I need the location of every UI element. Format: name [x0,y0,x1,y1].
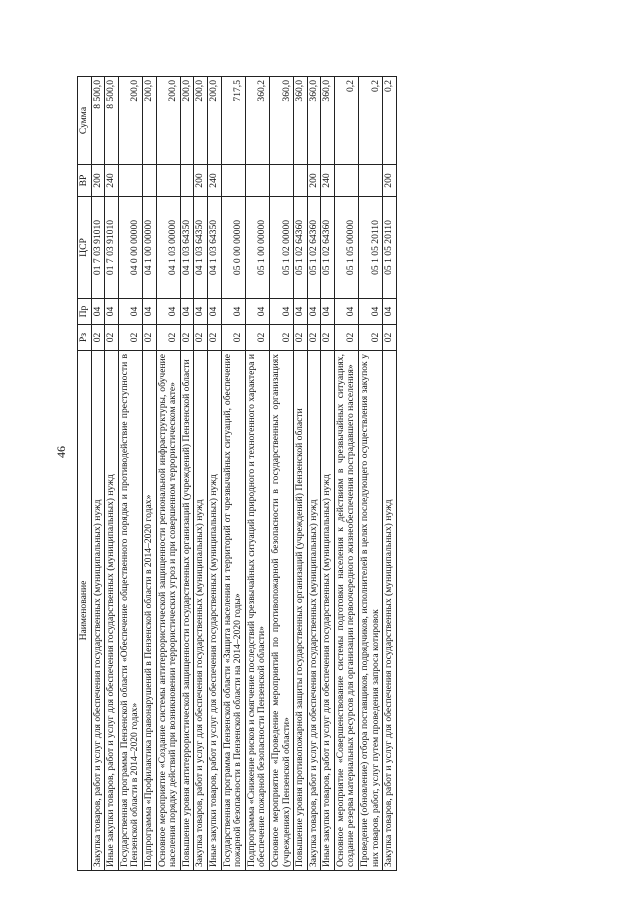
row-name: Государственная программа Пензенской области «Защита населения и территорий от чрезвычайных ситуаций, обеспечение пожарной безопасности в Пензенской области на 2014–2020 годы» [221,351,245,871]
row-name: Проведение (обновление) отбора поставщиков, подрядчиков, исполнителей в целях последующего осуществления закупок у них товаров, работ, услуг путем проведения запроса котировок [359,351,383,871]
row-csr: 05 1 02 64360 [321,197,335,299]
row-vr [142,165,156,197]
row-sum: 200,0 [207,77,221,165]
row-sum: 360,0 [307,77,321,165]
rotated-page [77,77,587,871]
row-vr: 240 [321,165,335,197]
row-sum: 360,2 [245,77,269,165]
row-pr: 04 [156,299,180,325]
row-name: Основное мероприятие «Проведение мероприятий по противопожарной безопасности в государственных организациях (учреждениях) Пензенской области» [269,351,293,871]
row-rz: 02 [359,325,383,351]
row-sum: 717,5 [221,77,245,165]
row-sum: 0,2 [334,77,358,165]
row-sum: 200,0 [180,77,194,165]
row-pr: 04 [334,299,358,325]
table-row [207,77,221,871]
row-sum: 8 500,0 [91,77,105,165]
row-vr [118,165,142,197]
row-csr: 04 1 03 64350 [180,197,194,299]
row-rz: 02 [307,325,321,351]
row-vr [294,165,308,197]
row-pr: 04 [245,299,269,325]
row-name: Иные закупки товаров, работ и услуг для обеспечения государственных (муниципальных) нужд [105,351,119,871]
row-vr: 200 [383,165,397,197]
table-row [294,77,308,871]
row-sum: 0,2 [359,77,383,165]
row-vr [269,165,293,197]
table-row [142,77,156,871]
row-sum: 200,0 [118,77,142,165]
row-pr: 04 [269,299,293,325]
row-vr: 200 [194,165,208,197]
header-rz: Рз [78,325,92,351]
row-rz: 02 [91,325,105,351]
row-csr: 04 1 03 64350 [194,197,208,299]
row-vr: 200 [307,165,321,197]
row-csr: 04 0 00 00000 [118,197,142,299]
row-sum: 360,0 [294,77,308,165]
table-row [334,77,358,871]
row-name: Закупка товаров, работ и услуг для обеспечения государственных (муниципальных) нужд [307,351,321,871]
row-vr [359,165,383,197]
header-sum: Сумма [78,77,92,165]
table-row [245,77,269,871]
row-vr [221,165,245,197]
row-name: Закупка товаров, работ и услуг для обеспечения государственных (муниципальных) нужд [383,351,397,871]
row-sum: 200,0 [142,77,156,165]
table-row [359,77,383,871]
row-rz: 02 [383,325,397,351]
row-sum: 0,2 [383,77,397,165]
row-csr: 05 0 00 00000 [221,197,245,299]
header-name: Наименование [78,351,92,871]
row-rz: 02 [207,325,221,351]
table-row [180,77,194,871]
row-name: Государственная программа Пензенской области «Обеспечение общественного порядка и противодействие преступности в Пензенской области в 2014–2020 годах» [118,351,142,871]
row-csr: 05 1 00 00000 [245,197,269,299]
row-vr [245,165,269,197]
row-pr: 04 [207,299,221,325]
row-sum: 360,0 [269,77,293,165]
table-row [221,77,245,871]
row-vr: 240 [207,165,221,197]
row-pr: 04 [118,299,142,325]
row-pr: 04 [91,299,105,325]
row-csr: 05 1 02 00000 [269,197,293,299]
row-rz: 02 [194,325,208,351]
row-name: Основное мероприятие «Совершенствование системы подготовки населения к действиям в чрезвычайных ситуациях, создание резерва материальных ресурсов для организации первоочередного жизнеобеспечения пострадавшего населения» [334,351,358,871]
row-sum: 200,0 [194,77,208,165]
row-rz: 02 [294,325,308,351]
row-pr: 04 [180,299,194,325]
table-row [307,77,321,871]
table-header-row [78,77,92,871]
row-csr: 01 7 03 91010 [91,197,105,299]
row-csr: 05 1 02 64360 [307,197,321,299]
row-pr: 04 [194,299,208,325]
row-vr: 200 [91,165,105,197]
row-name: Повышение уровня противопожарной защиты государственных организаций (учреждений) Пензенской области [294,351,308,871]
row-csr: 04 1 03 64350 [207,197,221,299]
row-csr: 05 1 05 00000 [334,197,358,299]
table-row [321,77,335,871]
row-pr: 04 [383,299,397,325]
row-rz: 02 [221,325,245,351]
row-pr: 04 [294,299,308,325]
row-name: Подпрограмма «Снижение рисков и смягчение последствий чрезвычайных ситуаций природного и техногенного характера и обеспечение пожарной безопасности Пензенской области» [245,351,269,871]
row-rz: 02 [269,325,293,351]
table-row [194,77,208,871]
table-row [118,77,142,871]
row-vr [180,165,194,197]
row-rz: 02 [118,325,142,351]
table-row [383,77,397,871]
row-rz: 02 [334,325,358,351]
row-sum: 360,0 [321,77,335,165]
header-csr: ЦСР [78,197,92,299]
row-csr: 01 7 03 91010 [105,197,119,299]
row-vr [334,165,358,197]
row-pr: 04 [221,299,245,325]
row-csr: 05 1 05 20110 [359,197,383,299]
row-pr: 04 [307,299,321,325]
row-csr: 05 1 05 20110 [383,197,397,299]
row-pr: 04 [359,299,383,325]
row-name: Подпрограмма «Профилактика правонарушений в Пензенской области в 2014–2020 годах» [142,351,156,871]
row-csr: 04 1 00 00000 [142,197,156,299]
row-rz: 02 [105,325,119,351]
row-sum: 200,0 [156,77,180,165]
row-name: Повышение уровня антитеррористической защищенности государственных организаций (учреждений) Пензенской области [180,351,194,871]
row-name: Основное мероприятие «Создание системы антитеррористической защищенности региональной инфраструктуры, обучение населения порядку действий при возникновении террористических угроз и при совершенном террористическом акте» [156,351,180,871]
row-pr: 04 [142,299,156,325]
row-csr: 04 1 03 00000 [156,197,180,299]
page-number: 46 [54,446,68,458]
header-vr: ВР [78,165,92,197]
table-row [91,77,105,871]
table-row [269,77,293,871]
row-rz: 02 [245,325,269,351]
row-name: Иные закупки товаров, работ и услуг для обеспечения государственных (муниципальных) нужд [207,351,221,871]
row-pr: 04 [321,299,335,325]
row-rz: 02 [180,325,194,351]
row-name: Закупка товаров, работ и услуг для обеспечения государственных (муниципальных) нужд [194,351,208,871]
row-vr [156,165,180,197]
header-pr: Пр [78,299,92,325]
row-sum: 8 500,0 [105,77,119,165]
row-name: Закупка товаров, работ и услуг для обеспечения государственных (муниципальных) нужд [91,351,105,871]
budget-table [77,76,397,871]
row-rz: 02 [142,325,156,351]
row-name: Иные закупки товаров, работ и услуг для обеспечения государственных (муниципальных) нужд [321,351,335,871]
row-rz: 02 [321,325,335,351]
row-rz: 02 [156,325,180,351]
table-row [105,77,119,871]
row-csr: 05 1 02 64360 [294,197,308,299]
row-vr: 240 [105,165,119,197]
row-pr: 04 [105,299,119,325]
table-row [156,77,180,871]
